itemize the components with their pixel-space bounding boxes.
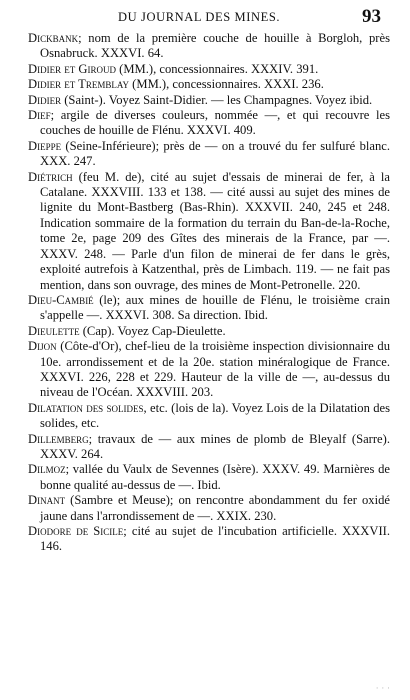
entry-text: (Seine-Inférieure); près de — on a trouvé du fer sulfuré blanc. XXX. 247. [40, 138, 390, 169]
entry-term: Dijon [28, 339, 57, 354]
page-number: 93 [362, 6, 381, 27]
index-entry [28, 293, 390, 324]
running-title: DU JOURNAL DES MINES. [118, 10, 281, 24]
entry-text: (le); aux mines de houille de Flénu, le troisième crain s'appelle —. XXXVI. 308. Sa direction. Ibid. [40, 292, 390, 323]
index-entry [28, 108, 390, 139]
index-entry [28, 77, 390, 92]
index-entry [28, 93, 390, 108]
index-entry [28, 462, 390, 493]
entry-term: Didier et Tremblay [28, 77, 130, 92]
index-entry [28, 31, 390, 62]
entry-term: Didier et Giroud [28, 61, 116, 76]
entry-text: ; cité au sujet de l'incubation artificielle. XXXVII. 146. [40, 524, 390, 554]
index-entry [28, 62, 390, 77]
index-entry [28, 493, 390, 524]
entry-text: ; argile de diverses couleurs, nommée —, et qui recouvre les couches de houille de Flénu. XXXVI. 409. [40, 108, 390, 138]
entry-term: Dieulette [28, 323, 80, 338]
page-header [0, 6, 410, 28]
entry-text: (MM.), concessionnaires. XXXIV. 391. [115, 61, 319, 76]
entry-text: (Saint-). Voyez Saint-Didier. — les Champagnes. Voyez ibid. [61, 92, 373, 107]
index-entry [28, 401, 390, 432]
entry-text: ; nom de la première couche de houille à Borgloh, près Osnabruck. XXXVI. 64. [40, 31, 390, 61]
index-entry [28, 324, 390, 339]
index-entry [28, 170, 390, 293]
index-entries [28, 31, 390, 555]
entry-term: Dinant [28, 493, 66, 508]
index-entry [28, 339, 390, 401]
entry-text: (Cap). Voyez Cap-Dieulette. [79, 323, 226, 338]
entry-text: (Côte-d'Or), chef-lieu de la troisième inspection divisionnaire du 10e. arrondissement et de la 20e. station minéralogique de France. XXXVI. 226, 228 et 229. Hauteur de la ville de —, au-dessus du niveau de l'Océan. XXXVIII. 203. [40, 339, 390, 400]
entry-text: (feu M. de), cité au sujet d'essais de minerai de fer, à la Catalane. XXXVIII. 133 et 138. — cité aussi au sujet des mines de lignite du Mont-Bastberg (Bas-Rhin). XXXVII. 240, 245 et 248. Indication sommaire de la formation du terrain du Ban-de-la-Roche, tome 2e, page 209 des Gîtes des minerais de la France, par —. XXXV. 248. — Parle d'un filon de minerai de fer dans le grès, exploité autrefois à Katzenthal, près de Limbach. 119. — ne fait pas mention, dans son ouvrage, des mines de Mont-Petronelle. 220. [40, 169, 390, 292]
entry-term: Dillemberg [28, 431, 89, 446]
index-entry [28, 432, 390, 463]
index-entry [28, 524, 390, 555]
entry-term: Dilmoz [28, 462, 66, 477]
entry-term: Dief [28, 108, 51, 123]
entry-term: Diodore de Sicile [28, 524, 124, 538]
entry-text: , etc. (lois de la). Voyez Lois de la Dilatation des solides, etc. [40, 400, 390, 431]
entry-text: (MM.), concessionnaires. XXXI. 236. [129, 77, 324, 92]
index-entry [28, 139, 390, 170]
entry-term: Dickbank [28, 31, 79, 45]
entry-text: ; vallée du Vaulx de Sevennes (Isère). XXXV. 49. Marnières de bonne qualité au-dessus de —. Ibid. [40, 462, 390, 492]
entry-term: Diétrich [28, 169, 73, 184]
footer-mark: · · · [375, 684, 390, 694]
entry-term: Dieppe [28, 138, 62, 153]
entry-term: Dilatation des solides [28, 400, 144, 415]
entry-text: (Sambre et Meuse); on rencontre abondamment du fer oxidé jaune dans l'arrondissement de —. XXIX. 230. [40, 493, 390, 523]
entry-term: Didier [28, 92, 62, 107]
entry-text: ; travaux de — aux mines de plomb de Bleyalf (Sarre). XXXV. 264. [40, 431, 390, 461]
entry-term: Dieu-Cambié [28, 292, 94, 307]
